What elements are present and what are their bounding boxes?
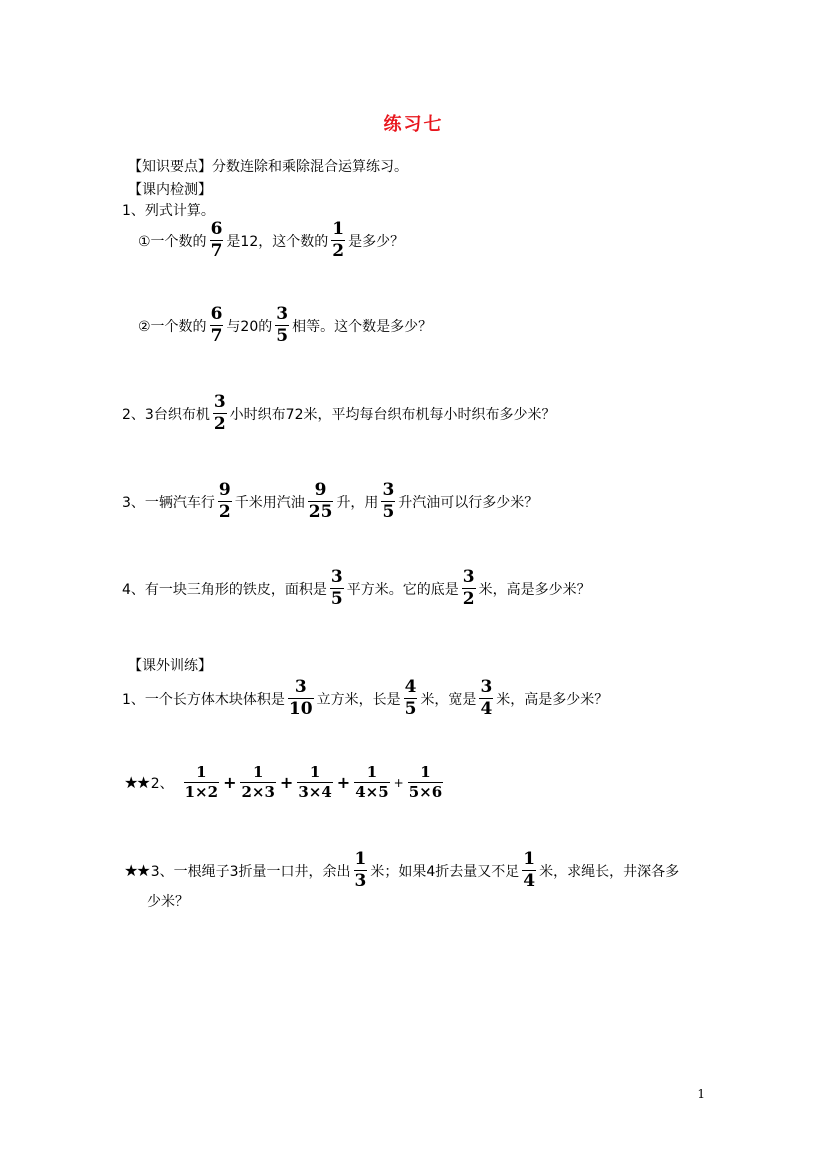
knowledge-text: 分数连除和乘除混合运算练习。 bbox=[212, 159, 408, 175]
fraction: $\frac{1}{4}$ bbox=[523, 849, 536, 891]
q1a-text-2: 是12，这个数的 bbox=[226, 233, 329, 250]
plus-sign: + bbox=[336, 773, 351, 792]
knowledge-label: 【知识要点】 bbox=[128, 159, 212, 175]
fraction: $\frac{3}{10}$ bbox=[288, 677, 313, 719]
page-title: 练习七 bbox=[383, 114, 444, 135]
e1-text-4: 米，高是多少米？ bbox=[496, 691, 609, 708]
q3-text-4: 升汽油可以行多少米？ bbox=[398, 494, 539, 511]
e1-text-1: 1、一个长方体木块体积是 bbox=[122, 691, 285, 708]
q1b-text-2: 与20的 bbox=[226, 318, 273, 335]
q3-text-1: 3、一辆汽车行 bbox=[122, 494, 215, 511]
extra-question-3 bbox=[124, 851, 679, 890]
fraction: $\frac{1}{2}$ bbox=[332, 219, 345, 261]
inclass-heading: 【课内检测】 bbox=[128, 182, 212, 198]
q1a-text-1: ①一个数的 bbox=[138, 233, 207, 250]
star-icon: ★★ bbox=[124, 773, 149, 792]
fraction: $\frac{3}{2}$ bbox=[462, 567, 475, 609]
q1-b bbox=[138, 306, 432, 345]
fraction: $\frac{1}{4\times 5}$ bbox=[355, 763, 389, 801]
question-2 bbox=[122, 394, 556, 433]
knowledge-points bbox=[128, 156, 408, 176]
e3-continuation: 少米？ bbox=[147, 894, 189, 910]
plus-sign: + bbox=[223, 773, 237, 792]
star-icon: ★★ bbox=[124, 861, 149, 880]
fraction: $\frac{1}{3}$ bbox=[354, 849, 367, 891]
q1b-text-1: ②一个数的 bbox=[138, 318, 207, 335]
fraction: $\frac{9}{25}$ bbox=[308, 480, 333, 522]
fraction: $\frac{6}{7}$ bbox=[210, 304, 223, 346]
q4-text-1: 4、有一块三角形的铁皮，面积是 bbox=[122, 581, 327, 598]
fraction: $\frac{3}{5}$ bbox=[276, 304, 289, 346]
fraction: $\frac{9}{2}$ bbox=[218, 480, 231, 522]
fraction: $\frac{3}{5}$ bbox=[382, 480, 395, 522]
e2-number: 2、 bbox=[150, 775, 174, 792]
plus-sign: + bbox=[279, 773, 294, 792]
page-number: 1 bbox=[697, 1087, 705, 1101]
extra-question-1 bbox=[122, 679, 608, 718]
fraction: $\frac{3}{5}$ bbox=[330, 567, 343, 609]
question-4 bbox=[122, 569, 591, 608]
e3-text-1: 3、一根绳子3折量一口井，余出 bbox=[150, 863, 351, 880]
fraction: $\frac{1}{1\times 2}$ bbox=[184, 763, 219, 801]
q2-text-1: 2、3台织布机 bbox=[122, 406, 210, 423]
e1-text-3: 米，宽是 bbox=[420, 691, 477, 708]
q2-text-2: 小时织布72米，平均每台织布机每小时织布多少米？ bbox=[229, 406, 556, 423]
e3-text-3: 米，求绳长，井深各多 bbox=[539, 863, 680, 880]
fraction: $\frac{1}{3\times 4}$ bbox=[298, 763, 332, 801]
fraction: $\frac{1}{5\times 6}$ bbox=[408, 763, 443, 801]
fraction: $\frac{3}{4}$ bbox=[480, 677, 493, 719]
fraction: $\frac{6}{7}$ bbox=[210, 219, 223, 261]
fraction: $\frac{4}{5}$ bbox=[404, 677, 417, 719]
fraction: $\frac{3}{2}$ bbox=[213, 392, 226, 434]
q3-text-2: 千米用汽油 bbox=[234, 494, 305, 511]
fraction: $\frac{1}{2\times 3}$ bbox=[241, 763, 275, 801]
q3-text-3: 升，用 bbox=[336, 494, 379, 511]
q4-text-2: 平方米。它的底是 bbox=[346, 581, 459, 598]
plus-sign: + bbox=[393, 775, 404, 790]
q1a-text-3: 是多少？ bbox=[348, 233, 405, 250]
e3-text-2: 米；如果4折去量又不足 bbox=[370, 863, 520, 880]
extra-question-2 bbox=[124, 765, 446, 800]
e1-text-2: 立方米，长是 bbox=[316, 691, 401, 708]
extra-heading: 【课外训练】 bbox=[128, 658, 212, 674]
q4-text-3: 米，高是多少米？ bbox=[478, 581, 591, 598]
q1-heading: 1、列式计算。 bbox=[122, 203, 215, 219]
question-3 bbox=[122, 482, 538, 521]
q1-a bbox=[138, 221, 404, 260]
q1b-text-3: 相等。这个数是多少？ bbox=[292, 318, 433, 335]
